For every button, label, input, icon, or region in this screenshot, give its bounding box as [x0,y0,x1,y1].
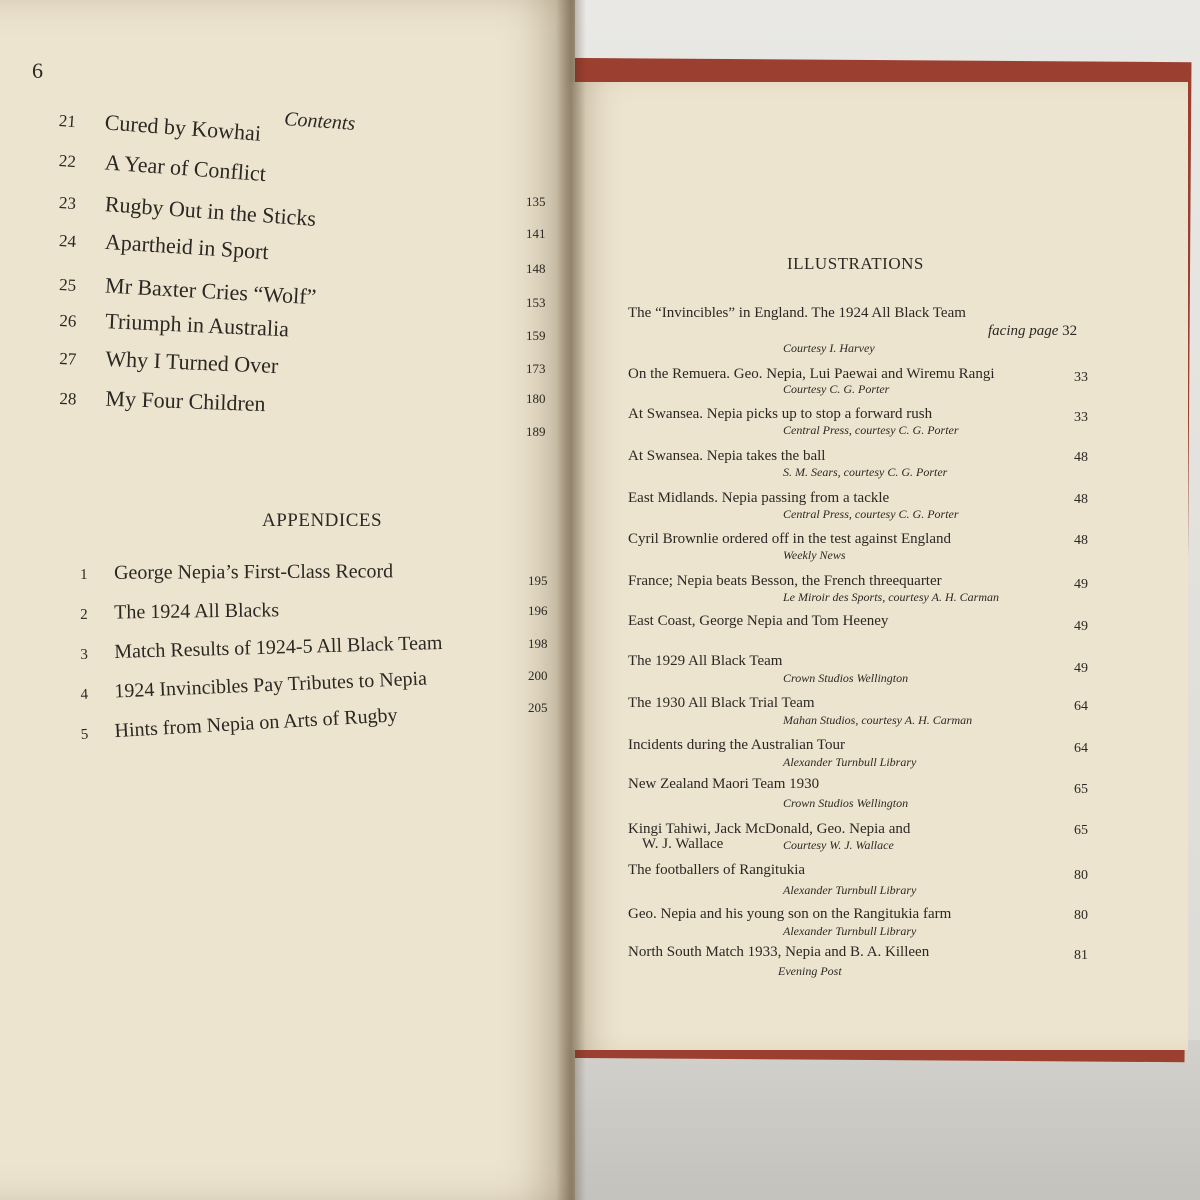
illustration-page: 32 [1062,323,1078,339]
illustration-credit: Courtesy I. Harvey [783,341,875,355]
illustration-title: East Coast, George Nepia and Tom Heeney [628,613,889,629]
appendix-page: 195 [528,573,548,588]
running-head-contents: Contents [283,108,356,135]
chapter-number: 21 [58,110,77,132]
appendix-title: George Nepia’s First-Class Record [113,560,394,584]
illustration-page: 49 [1074,577,1088,592]
illustration-credit: Crown Studios Wellington [783,796,909,810]
facing-page-label [988,323,1077,340]
chapter-row [59,306,290,342]
illustration-title: Geo. Nepia and his young son on the Rangitukia farm [628,906,952,922]
chapter-title: My Four Children [105,385,266,417]
chapter-list [60,104,560,544]
illustration-credit: Weekly News [783,548,846,562]
illustration-entry [628,305,1098,355]
appendix-title: The 1924 All Blacks [113,599,280,624]
illustration-page: 48 [1074,450,1088,465]
chapter-title: A Year of Conflict [104,149,267,187]
illustration-title: East Midlands. Nepia passing from a tackle [628,490,890,506]
chapter-number: 22 [58,150,77,172]
illustration-page: 33 [1074,410,1088,425]
illustration-credit: Le Miroir des Sports, courtesy A. H. Carman [783,590,999,604]
right-page [566,82,1188,1050]
illustration-credit: Central Press, courtesy C. G. Porter [783,507,959,521]
appendix-title: 1924 Invincibles Pay Tributes to Nepia [113,667,428,703]
illustration-credit: Alexander Turnbull Library [783,755,917,769]
illustration-title: At Swansea. Nepia takes the ball [628,448,826,464]
chapter-number: 26 [58,310,77,331]
chapter-page: 180 [526,391,546,406]
chapter-title: Apartheid in Sport [104,228,270,265]
illustration-credit: Crown Studios Wellington [783,671,909,685]
chapter-row [59,270,318,310]
appendix-number: 4 [80,686,89,703]
facing-page-text: facing page [988,323,1059,339]
illustration-credit: Alexander Turnbull Library [783,924,917,938]
illustration-page: 80 [1074,868,1088,883]
chapter-number: 25 [58,274,77,295]
illustration-page: 49 [1074,619,1088,634]
chapter-page: 135 [526,194,546,209]
appendix-number: 2 [80,606,88,623]
illustration-title: New Zealand Maori Team 1930 [628,776,820,792]
chapter-title: Why I Turned Over [104,345,279,379]
illustration-title: The 1929 All Black Team [628,653,783,669]
illustration-credit: Courtesy C. G. Porter [783,382,890,396]
illustration-title: On the Remuera. Geo. Nepia, Lui Paewai and Wiremu Rangi [628,366,995,382]
appendix-row [80,667,427,705]
book-gutter-shadow [556,0,586,1200]
illustration-credit: S. M. Sears, courtesy C. G. Porter [783,465,948,479]
appendix-row [80,599,279,625]
illustration-credit: Alexander Turnbull Library [783,883,917,897]
illustration-page: 33 [1074,370,1088,385]
appendix-title: Hints from Nepia on Arts of Rugby [113,704,399,743]
illustration-title: Kingi Tahiwi, Jack McDonald, Geo. Nepia and [628,821,911,837]
chapter-number: 28 [59,388,77,409]
illustration-page: 48 [1074,492,1088,507]
illustration-credit: Central Press, courtesy C. G. Porter [783,423,959,437]
illustration-title: Cyril Brownlie ordered off in the test against England [628,531,951,547]
illustration-title: France; Nepia beats Besson, the French threequarter [628,573,942,589]
appendix-page: 205 [528,700,548,715]
illustration-credit: Evening Post [778,964,842,978]
illustration-page: 64 [1074,699,1088,714]
illustration-title-line2: W. J. Wallace [642,836,724,852]
illustrations-heading: ILLUSTRATIONS [787,254,924,273]
chapter-title: Cured by Kowhai [104,109,262,146]
chapter-number: 24 [58,230,77,252]
illustration-credit: Courtesy W. J. Wallace [783,838,894,852]
illustration-page: 65 [1074,823,1088,838]
chapter-title: Mr Baxter Cries “Wolf” [104,272,318,310]
chapter-title: Rugby Out in the Sticks [104,191,317,231]
chapter-row [58,188,317,232]
chapter-row [59,384,266,417]
illustration-title: North South Match 1933, Nepia and B. A. Killeen [628,944,930,960]
appendix-row [80,704,398,745]
chapter-number: 23 [58,192,77,214]
appendix-page: 196 [528,603,548,618]
illustration-title: At Swansea. Nepia picks up to stop a forward rush [628,406,933,422]
chapter-page: 153 [526,295,546,310]
chapter-row [58,226,269,265]
appendix-page: 200 [528,668,548,683]
chapter-page: 173 [526,361,546,376]
appendix-number: 1 [80,566,88,583]
appendix-row [80,632,443,665]
chapter-page: 189 [526,424,546,439]
chapter-page: 141 [526,226,546,241]
chapter-number: 27 [58,348,77,369]
illustration-page: 80 [1074,908,1088,923]
chapter-page: 159 [526,328,546,343]
illustration-page: 64 [1074,741,1088,756]
chapter-row [59,344,279,379]
chapter-row [58,146,267,187]
illustration-title: Incidents during the Australian Tour [628,737,845,753]
appendices-heading: APPENDICES [262,510,383,531]
chapter-page: 148 [526,261,546,276]
illustration-title: The “Invincibles” in England. The 1924 All Black Team [628,305,966,321]
chapter-row [58,106,262,147]
appendix-page: 198 [528,636,548,651]
appendix-number: 5 [80,726,89,743]
left-page [0,0,575,1200]
appendix-title: Match Results of 1924-5 All Black Team [113,631,443,664]
illustration-credit: Mahan Studios, courtesy A. H. Carman [783,713,973,727]
illustration-page: 49 [1074,661,1088,676]
illustration-page: 48 [1074,533,1088,548]
illustration-title: The footballers of Rangitukia [628,862,806,878]
illustration-page: 81 [1074,948,1088,963]
appendix-row [80,560,393,585]
appendix-number: 3 [80,646,89,663]
page-number: 6 [32,58,43,83]
illustration-title: The 1930 All Black Trial Team [628,695,815,711]
chapter-title: Triumph in Australia [104,308,290,342]
illustration-page: 65 [1074,782,1088,797]
